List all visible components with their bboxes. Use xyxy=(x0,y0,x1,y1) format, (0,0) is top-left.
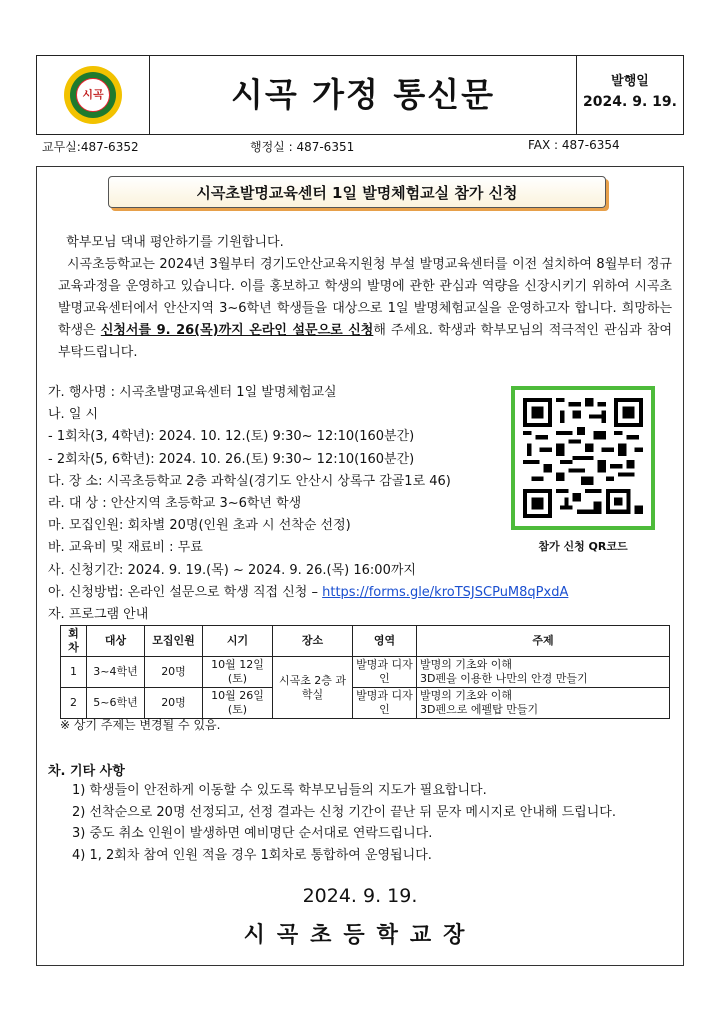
event-name: 가. 행사명 : 시곡초발명교육센터 1일 발명체험교실 xyxy=(48,385,337,400)
etc-list xyxy=(72,780,682,866)
cell-target: 3~4학년 xyxy=(87,657,145,688)
col-header: 회차 xyxy=(61,626,87,657)
apply-link[interactable]: https://forms.gle/kroTSJSCPuM8qPxdA xyxy=(322,584,569,600)
list-item: 2) 선착순으로 20명 선정되고, 선정 결과는 신청 기간이 끝난 뒤 문자 메시지로 안내해 드립니다. xyxy=(72,804,616,820)
cell-place: 시곡초 2층 과학실 xyxy=(273,657,353,719)
col-header: 주제 xyxy=(417,626,670,657)
cell-date: 10월 26일(토) xyxy=(203,688,273,719)
event-place: 다. 장 소: 시곡초등학교 2층 과학실(경기도 안산시 상록구 감골1로 46) xyxy=(48,473,451,489)
table-row xyxy=(61,657,670,688)
issue-date-label: 발행일 xyxy=(611,74,649,89)
col-header: 모집인원 xyxy=(145,626,203,657)
school-logo xyxy=(64,66,122,124)
col-header: 대상 xyxy=(87,626,145,657)
program-table xyxy=(60,625,670,719)
admin-phone: 행정실 : 487-6351 xyxy=(250,140,355,154)
office-phone: 교무실:487-6352 xyxy=(42,140,139,154)
list-item: 4) 1, 2회차 참여 인원 적을 경우 1회차로 통합하여 운영됩니다. xyxy=(72,847,432,863)
schedule-heading: 나. 일 시 xyxy=(48,407,99,423)
fax-number: FAX : 487-6354 xyxy=(528,138,620,152)
topic-change-note: ※ 상기 주제는 변경될 수 있음. xyxy=(60,718,221,732)
cell-count: 20명 xyxy=(145,657,203,688)
table-row xyxy=(61,688,670,719)
footer-date: 2024. 9. 19. xyxy=(302,885,418,907)
etc-heading: 차. 기타 사항 xyxy=(48,764,125,779)
intro-paragraph xyxy=(58,232,672,364)
contact-row xyxy=(36,135,684,156)
cell-area: 발명과 디자인 xyxy=(353,657,417,688)
col-header: 시기 xyxy=(203,626,273,657)
cell-session: 1 xyxy=(61,657,87,688)
session-1: - 1회차(3, 4학년): 2024. 10. 12.(토) 9:30~ 12:10(160분간) xyxy=(48,429,415,445)
recruit-count: 마. 모집인원: 회차별 20명(인원 초과 시 선착순 선정) xyxy=(48,518,351,534)
page-title: 시곡 가정 통신문 xyxy=(230,75,496,114)
cell-area: 발명과 디자인 xyxy=(353,688,417,719)
cell-count: 20명 xyxy=(145,688,203,719)
event-fee: 바. 교육비 및 재료비 : 무료 xyxy=(48,540,203,556)
apply-method: 아. 신청방법: 온라인 설문으로 학생 직접 신청 – https://forms.gle/kroTSJSCPuM8qPxdA xyxy=(48,584,569,600)
qr-caption: 참가 신청 QR코드 xyxy=(538,540,628,553)
issue-date-cell xyxy=(576,56,683,134)
intro-body: 시곡초등학교는 2024년 3월부터 경기도안산교육지원청 부설 발명교육센터를 이전 설치하여 8월부터 정규교육과정을 운영하고 있습니다. 이를 홍보하고 학생의 발명에 관한 관심과 역량을 신장시키기 위하여 시곡초발명교육센터에서 안산지역 3~6학년 학생들을 대상으로 1일 발명체험교실을 운영하고자 합니다. 희망하는 학생은 신청서를 9. 26(목)까지 온라인 설문으로 신청해 주세요. 학생과 학부모님의 적극적인 관심과 참여 부탁드립니다. xyxy=(58,257,672,360)
cell-topic: 발명의 기초와 이해 3D펜으로 에펠탑 만들기 xyxy=(417,688,670,719)
list-item: 1) 학생들이 안전하게 이동할 수 있도록 학부모님들의 지도가 필요합니다. xyxy=(72,783,487,798)
apply-period: 사. 신청기간: 2024. 9. 19.(목) ~ 2024. 9. 26.(목) 16:00까지 xyxy=(48,562,416,578)
col-header: 영역 xyxy=(353,626,417,657)
deadline-emphasis: 신청서를 9. 26(목)까지 온라인 설문으로 신청 xyxy=(100,323,374,338)
table-header-row xyxy=(61,626,670,657)
cell-topic: 발명의 기초와 이해 3D펜을 이용한 나만의 안경 만들기 xyxy=(417,657,670,688)
qr-code-icon[interactable] xyxy=(511,386,655,530)
event-target: 라. 대 상 : 안산지역 초등학교 3~6학년 학생 xyxy=(48,496,302,512)
col-header: 장소 xyxy=(273,626,353,657)
cell-session: 2 xyxy=(61,688,87,719)
principal-signature: 시곡초등학교장 xyxy=(243,923,477,948)
logo-cell xyxy=(37,56,150,134)
issue-date-value: 2024. 9. 19. xyxy=(583,94,677,110)
logo-text: 시곡 xyxy=(76,78,110,112)
session-2: - 2회차(5, 6학년): 2024. 10. 26.(토) 9:30~ 12:10(160분간) xyxy=(48,451,415,467)
header-box xyxy=(36,55,684,135)
notice-banner: 시곡초발명교육센터 1일 발명체험교실 참가 신청 xyxy=(108,176,606,208)
cell-target: 5~6학년 xyxy=(87,688,145,719)
cell-date: 10월 12일(토) xyxy=(203,657,273,688)
greeting: 학부모님 댁내 평안하기를 기원합니다. xyxy=(66,235,284,250)
program-heading: 자. 프로그램 안내 xyxy=(48,607,149,623)
list-item: 3) 중도 취소 인원이 발생하면 예비명단 순서대로 연락드립니다. xyxy=(72,826,433,841)
